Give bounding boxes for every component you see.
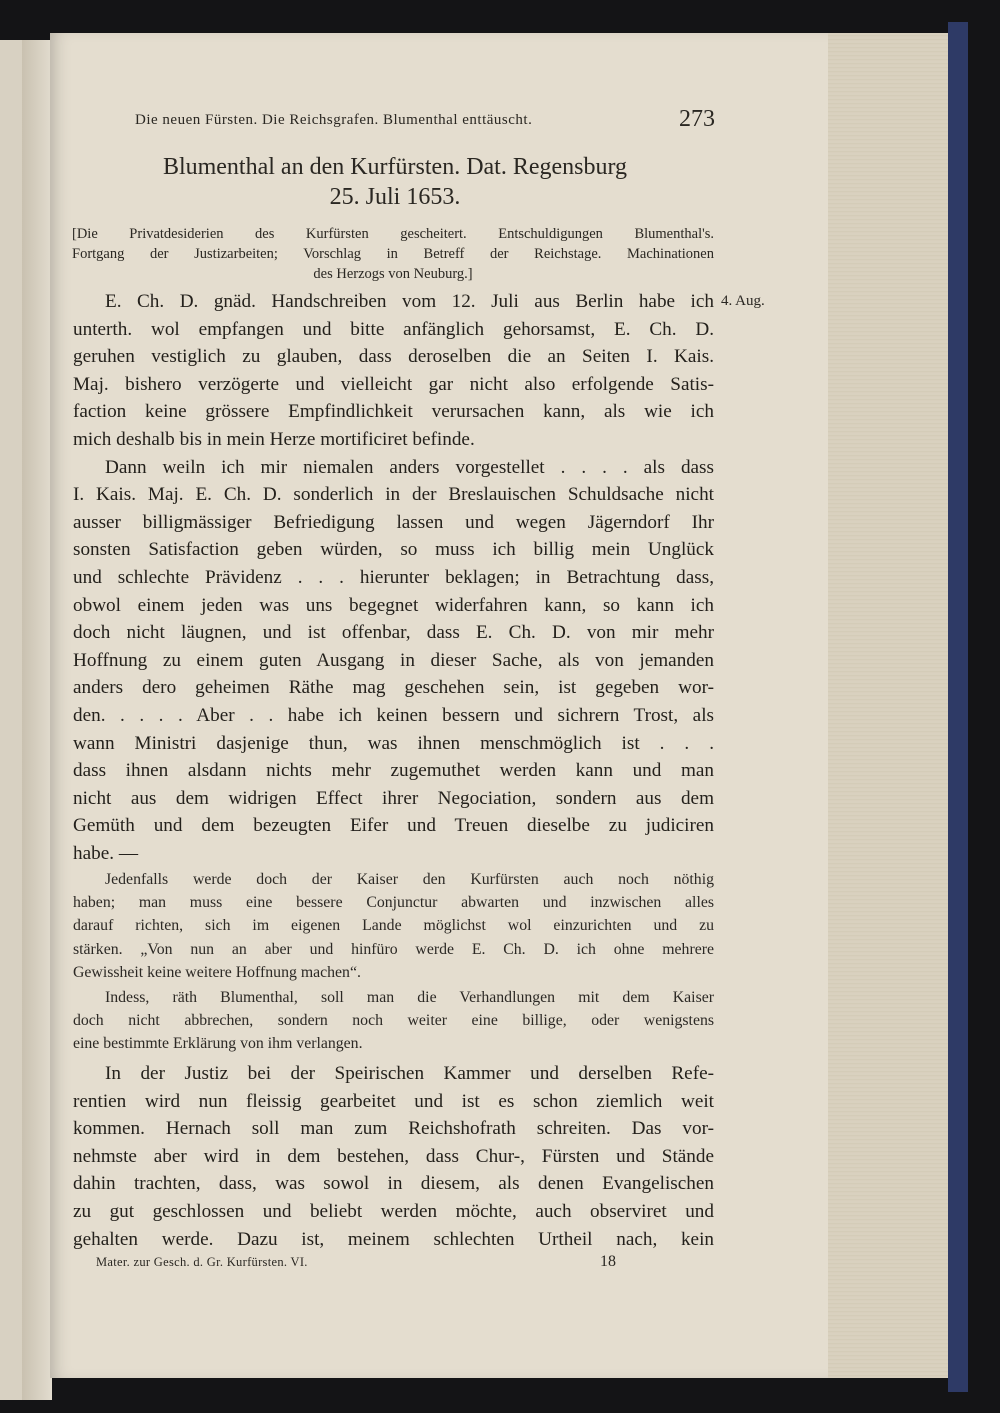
body-line: E. Ch. D. gnäd. Handschreiben vom 12. Juli aus Berlin habe ich bbox=[105, 291, 714, 312]
book-cover-edge bbox=[948, 22, 968, 1392]
small-line: Gewissheit keine weitere Hoffnung machen“. bbox=[73, 963, 361, 981]
small-line: eine bestimmte Erklärung von ihm verlangen. bbox=[73, 1035, 363, 1053]
body-line: In der Justiz bei der Speirischen Kammer und derselben Refe- bbox=[105, 1063, 714, 1084]
body-line: Hoffnung zu einem guten Ausgang in dieser Sache, als von jemanden bbox=[73, 649, 714, 671]
body-line: zu gut geschlossen und beliebt werden möchte, auch observiret und bbox=[73, 1200, 714, 1222]
page-stack-edges bbox=[828, 33, 948, 1378]
summary-line: [Die Privatdesiderien des Kurfürsten gescheitert. Entschuldigungen Blumenthal's. bbox=[72, 226, 714, 242]
body-line: obwol einem jeden was uns begegnet widerfahren kann, so kann ich bbox=[73, 594, 714, 616]
footer-signature: Mater. zur Gesch. d. Gr. Kurfürsten. VI. bbox=[96, 1255, 308, 1269]
body-line: kommen. Hernach soll man zum Reichshofrath schreiten. Das vor- bbox=[73, 1118, 714, 1140]
body-line: Dann weiln ich mir niemalen anders vorgestellet . . . . als dass bbox=[105, 456, 714, 478]
summary-line: Fortgang der Justizarbeiten; Vorschlag in Betreff der Reichstage. Machinationen bbox=[72, 246, 714, 262]
body-line: den. . . . . Aber . . habe ich keinen bessern und sichrern Trost, als bbox=[73, 704, 714, 726]
facing-page-edge bbox=[0, 40, 22, 1400]
letter-title-line: Blumenthal an den Kurfürsten. Dat. Regensburg bbox=[162, 154, 628, 180]
body-line: faction keine grössere Empfindlichkeit verursachen kann, als wie ich bbox=[73, 401, 714, 423]
book-gutter bbox=[22, 40, 52, 1400]
letter-title-line: 25. Juli 1653. bbox=[329, 184, 461, 210]
body-line: nicht aus dem widrigen Effect ihrer Negociation, sondern aus dem bbox=[73, 787, 714, 809]
small-line: stärken. „Von nun an aber und hinfüro werde E. Ch. D. ich ohne mehrere bbox=[73, 940, 714, 958]
body-line: habe. — bbox=[73, 842, 139, 864]
small-line: haben; man muss eine bessere Conjunctur abwarten und inzwischen alles bbox=[73, 894, 714, 912]
sheet-number: 18 bbox=[600, 1253, 616, 1270]
body-line: Maj. bishero verzögerte und vielleicht gar nicht also erfolgende Satis- bbox=[73, 373, 714, 395]
summary-line: des Herzogs von Neuburg.] bbox=[313, 266, 473, 282]
body-line: nehmste aber wird in dem bestehen, dass Chur-, Fürsten und Stände bbox=[73, 1145, 714, 1167]
letter-title bbox=[100, 152, 690, 212]
margin-date: 4. Aug. bbox=[721, 293, 765, 309]
body-line: gehalten werde. Dazu ist, meinem schlechten Urtheil nach, kein bbox=[73, 1228, 714, 1250]
small-line: Jedenfalls werde doch der Kaiser den Kurfürsten auch noch nöthig bbox=[105, 871, 714, 888]
body-line: doch nicht läugnen, und ist offenbar, dass E. Ch. D. von mir mehr bbox=[73, 622, 714, 644]
body-line: wann Ministri dasjenige thun, was ihnen menschmöglich ist . . . bbox=[73, 732, 714, 754]
small-line: doch nicht abbrechen, sondern noch weiter eine billige, oder wenigstens bbox=[73, 1012, 714, 1030]
body-line: und schlechte Prävidenz . . . hierunter beklagen; in Betrachtung dass, bbox=[73, 566, 714, 588]
small-paragraph bbox=[73, 986, 714, 1056]
body-line: dahin trachten, dass, was sowol in diesem, als denen Evangelischen bbox=[73, 1173, 714, 1195]
page-footer bbox=[96, 1255, 616, 1275]
body-line: rentien wird nun fleissig gearbeitet und ist es schon ziemlich weit bbox=[73, 1090, 714, 1112]
small-paragraph bbox=[73, 868, 714, 984]
small-line: darauf richten, sich im eigenen Lande möglichst wol einzurichten und zu bbox=[73, 917, 714, 935]
letter-summary bbox=[72, 224, 714, 284]
body-line: anders dero geheimen Räthe mag geschehen sein, ist gegeben wor- bbox=[73, 677, 714, 699]
small-line: Indess, räth Blumenthal, soll man die Verhandlungen mit dem Kaiser bbox=[105, 989, 714, 1006]
body-line: unterth. wol empfangen und bitte anfänglich gehorsamst, E. Ch. D. bbox=[73, 318, 714, 340]
running-head: Die neuen Fürsten. Die Reichsgrafen. Blumenthal enttäuscht. bbox=[135, 112, 533, 128]
body-text bbox=[73, 288, 714, 867]
body-line: mich deshalb bis in mein Herze mortificiret befinde. bbox=[73, 428, 475, 450]
body-line: sonsten Satisfaction geben würden, so muss ich billig mein Unglück bbox=[73, 539, 714, 561]
body-line: dass ihnen alsdann nichts mehr zugemuthet werden kann und man bbox=[73, 760, 714, 782]
page-number: 273 bbox=[679, 106, 715, 132]
body-line: I. Kais. Maj. E. Ch. D. sonderlich in der Breslauischen Schuldsache nicht bbox=[73, 484, 714, 506]
body-line: geruhen vestiglich zu glauben, dass deroselben die an Seiten I. Kais. bbox=[73, 346, 714, 368]
page-header bbox=[135, 106, 715, 138]
body-line: Gemüth und dem bezeugten Eifer und Treuen dieselbe zu judiciren bbox=[73, 815, 714, 837]
body-text-continued bbox=[73, 1060, 714, 1253]
body-line: ausser billigmässiger Befriedigung lassen und wegen Jägerndorf Ihr bbox=[73, 511, 714, 533]
